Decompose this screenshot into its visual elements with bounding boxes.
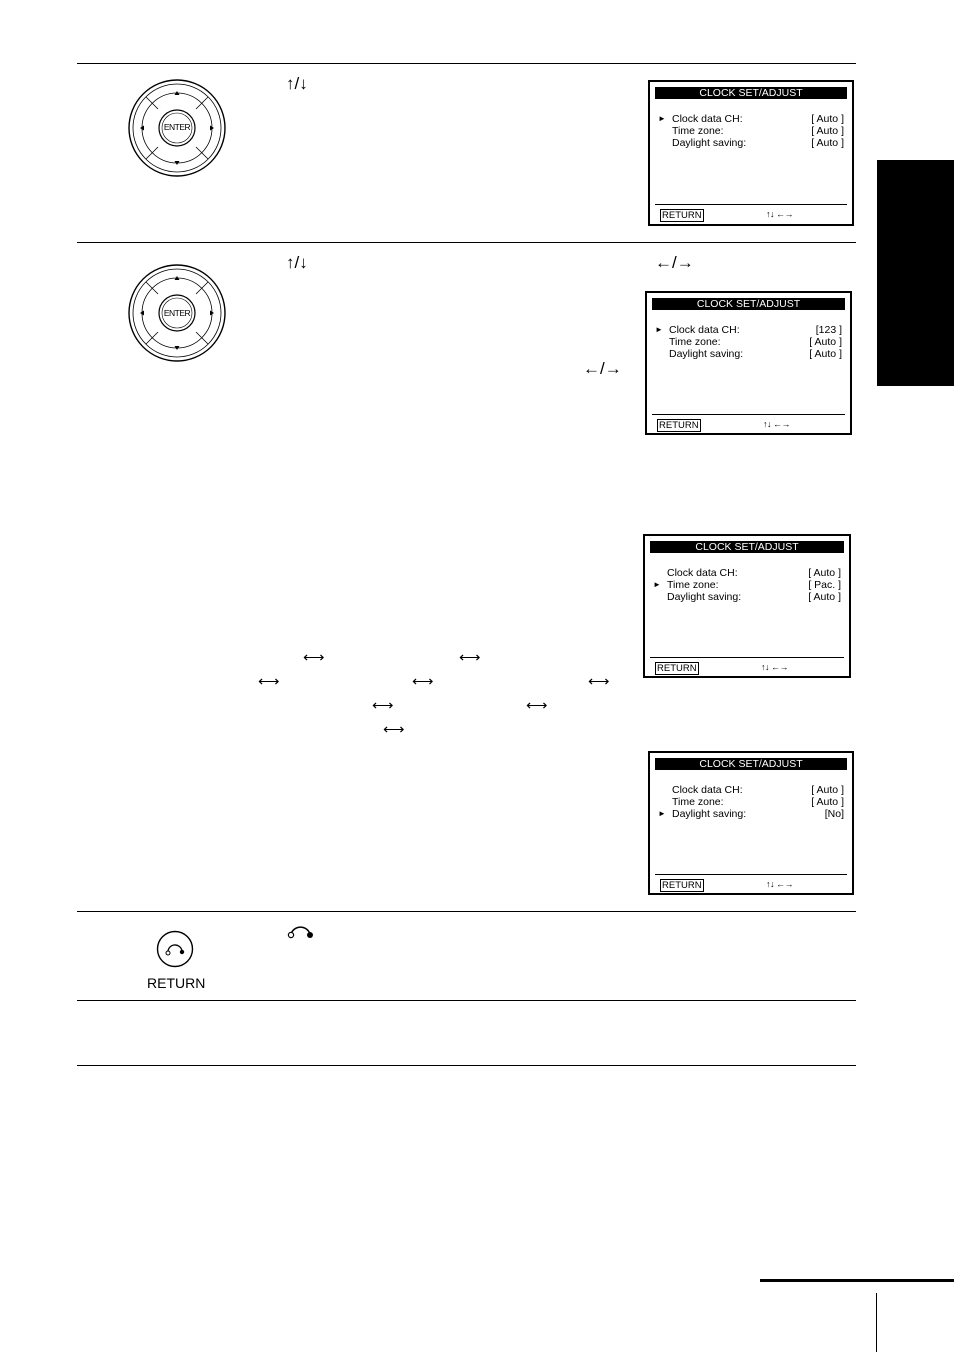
screen-nav-arrows-icon: ↑↓ ←→ [766, 879, 794, 889]
osd-screen-1 [648, 80, 854, 226]
screen-divider [652, 414, 845, 415]
enter-label-2: ENTER [163, 308, 191, 318]
osd-screen-4 [648, 751, 854, 895]
screen-title: CLOCK SET/ADJUST [652, 298, 845, 310]
up-down-arrow-icon: ↑/↓ [286, 74, 308, 93]
row-label: Daylight saving: [669, 348, 744, 360]
row-label: Time zone: [667, 579, 719, 591]
section-tab [877, 160, 954, 386]
row-pointer: ► [658, 114, 666, 123]
row-value: [123 ] [815, 324, 842, 336]
screen-title: CLOCK SET/ADJUST [655, 758, 847, 770]
return-button-icon [155, 929, 195, 969]
row-value: [No] [824, 808, 844, 820]
page-number-divider [876, 1293, 877, 1352]
screen-return-label: RETURN [662, 210, 702, 221]
row-value: [ Pac. ] [808, 579, 841, 591]
row-label: Clock data CH: [672, 113, 743, 125]
double-arrow-icon: ⟷ [526, 697, 548, 714]
osd-screen-3 [643, 534, 851, 678]
row-label: Time zone: [672, 125, 724, 137]
double-arrow-icon: ⟷ [303, 649, 325, 666]
osd-screen-2 [645, 291, 852, 435]
row-label: Clock data CH: [669, 324, 740, 336]
screen-title: CLOCK SET/ADJUST [650, 541, 844, 553]
row-label: Daylight saving: [672, 808, 747, 820]
double-arrow-icon: ⟷ [383, 721, 405, 738]
row-value: [ Auto ] [808, 567, 841, 579]
row-label: Clock data CH: [667, 567, 738, 579]
row-value: [ Auto ] [811, 796, 844, 808]
rule-bottom [77, 1065, 856, 1066]
screen-return-label: RETURN [657, 663, 697, 674]
screen-nav-arrows-icon: ↑↓ ←→ [763, 419, 791, 429]
row-value: [ Auto ] [811, 784, 844, 796]
double-arrow-icon: ⟷ [258, 673, 280, 690]
return-symbol-icon [286, 921, 316, 941]
row-value: [ Auto ] [808, 591, 841, 603]
continued-rule [760, 1279, 954, 1282]
return-caption: RETURN [147, 975, 206, 991]
row-value: [ Auto ] [811, 137, 844, 149]
row-value: [ Auto ] [811, 113, 844, 125]
double-arrow-icon: ⟷ [459, 649, 481, 666]
row-label: Time zone: [669, 336, 721, 348]
rule-step4 [77, 1000, 856, 1001]
screen-title: CLOCK SET/ADJUST [655, 87, 847, 99]
screen-return-label: RETURN [659, 420, 699, 431]
up-down-arrow-icon-2: ↑/↓ [286, 253, 308, 272]
row-value: [ Auto ] [809, 348, 842, 360]
screen-divider [655, 204, 847, 205]
row-pointer: ► [653, 580, 661, 589]
row-pointer: ► [658, 809, 666, 818]
row-label: Clock data CH: [672, 784, 743, 796]
screen-divider [650, 657, 844, 658]
row-value: [ Auto ] [809, 336, 842, 348]
double-arrow-icon: ⟷ [412, 673, 434, 690]
rule-step3 [77, 911, 856, 912]
screen-nav-arrows-icon: ↑↓ ←→ [761, 662, 789, 672]
row-pointer: ► [655, 325, 663, 334]
row-value: [ Auto ] [811, 125, 844, 137]
left-right-arrow-icon-2: ←/→ [583, 359, 622, 378]
row-label: Time zone: [672, 796, 724, 808]
row-label: Daylight saving: [667, 591, 742, 603]
rule-step2 [77, 242, 856, 243]
row-label: Daylight saving: [672, 137, 747, 149]
double-arrow-icon: ⟷ [588, 673, 610, 690]
screen-return-label: RETURN [662, 880, 702, 891]
screen-divider [655, 874, 847, 875]
enter-label: ENTER [163, 122, 191, 132]
left-right-arrow-icon: ←/→ [655, 253, 694, 272]
double-arrow-icon: ⟷ [372, 697, 394, 714]
rule-top [77, 63, 856, 64]
screen-nav-arrows-icon: ↑↓ ←→ [766, 209, 794, 219]
